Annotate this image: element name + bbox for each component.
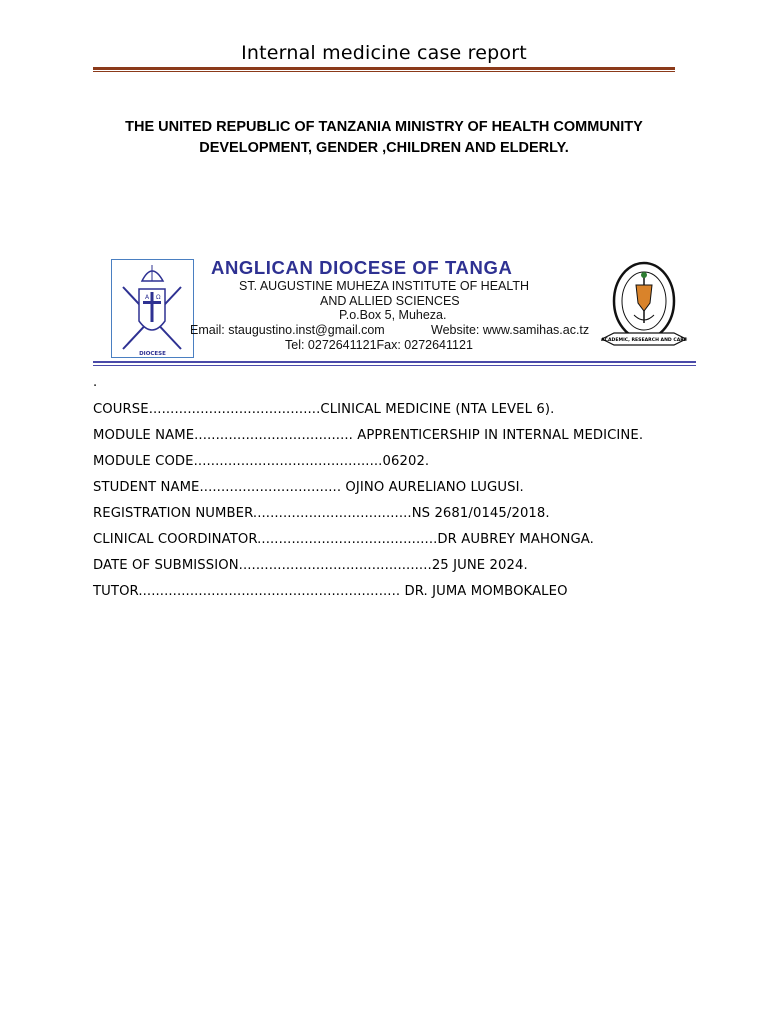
ministry-heading <box>93 117 675 159</box>
dot-marker: . <box>93 375 98 390</box>
field-value: NS 2681/0145/2018. <box>411 506 550 521</box>
svg-text:A: A <box>145 294 150 301</box>
field-row-student-name <box>93 480 653 495</box>
institute-line-1: ST. AUGUSTINE MUHEZA INSTITUTE OF HEALTH <box>239 279 530 293</box>
field-label: MODULE CODE <box>93 454 194 469</box>
field-dots: .......................................... <box>257 532 438 547</box>
field-dots: ........................................ <box>148 402 321 417</box>
field-row-tutor <box>93 584 653 599</box>
field-dots: ............................................. <box>238 558 432 573</box>
field-value: DR AUBREY MAHONGA. <box>437 532 594 547</box>
header-rule-thin <box>93 71 675 72</box>
cover-fields <box>93 402 653 610</box>
field-row-clinical-coordinator <box>93 532 653 547</box>
institute-address: P.o.Box 5, Muheza. <box>339 308 447 322</box>
field-dots: ..................................... <box>252 506 412 521</box>
svg-text:Ω: Ω <box>156 294 161 301</box>
field-dots: ............................................................. <box>138 584 405 599</box>
field-dots: ............................................ <box>193 454 383 469</box>
field-dots: ................................. <box>199 480 346 495</box>
field-row-module-name <box>93 428 653 443</box>
field-value: CLINICAL MEDICINE (NTA LEVEL 6). <box>320 402 555 417</box>
left-logo-text: DIOCESE <box>139 351 166 357</box>
letterhead-banner <box>93 253 696 367</box>
right-logo-text: ACADEMIC, RESEARCH AND CARE <box>601 338 687 343</box>
field-value: 06202. <box>382 454 430 469</box>
letterhead-rule <box>93 361 696 363</box>
field-value: OJINO AURELIANO LUGUSI. <box>345 480 524 495</box>
field-row-date-of-submission <box>93 558 653 573</box>
institute-line-2: AND ALLIED SCIENCES <box>320 294 460 308</box>
field-value: 25 JUNE 2024. <box>431 558 528 573</box>
field-dots: ..................................... <box>194 428 358 443</box>
field-label: COURSE <box>93 402 149 417</box>
institute-website: Website: www.samihas.ac.tz <box>431 323 590 337</box>
field-row-module-code <box>93 454 653 469</box>
header-rule <box>93 67 675 70</box>
letterhead-rule-thin <box>93 365 696 366</box>
institute-email: Email: staugustino.inst@gmail.com <box>190 323 385 337</box>
ministry-line-2: DEVELOPMENT, GENDER ,CHILDREN AND ELDERLY. <box>199 140 569 156</box>
field-label: TUTOR <box>93 584 139 599</box>
field-label: STUDENT NAME <box>93 480 200 495</box>
field-label: DATE OF SUBMISSION <box>93 558 239 573</box>
letterhead-title: ANGLICAN DIOCESE OF TANGA <box>211 257 513 278</box>
ministry-line-1: THE UNITED REPUBLIC OF TANZANIA MINISTRY OF HEALTH COMMUNITY <box>125 119 643 135</box>
page-header-title: Internal medicine case report <box>241 42 527 64</box>
institute-phone: Tel: 0272641121Fax: 0272641121 <box>285 338 473 352</box>
institute-seal-icon <box>596 253 693 361</box>
field-label: MODULE NAME <box>93 428 195 443</box>
diocese-crest-icon <box>111 259 194 358</box>
field-label: CLINICAL COORDINATOR <box>93 532 258 547</box>
field-row-registration-number <box>93 506 653 521</box>
field-label: REGISTRATION NUMBER <box>93 506 253 521</box>
field-row-course <box>93 402 653 417</box>
field-value: APPRENTICERSHIP IN INTERNAL MEDICINE. <box>357 428 644 443</box>
field-value: DR. JUMA MOMBOKALEO <box>404 584 568 599</box>
